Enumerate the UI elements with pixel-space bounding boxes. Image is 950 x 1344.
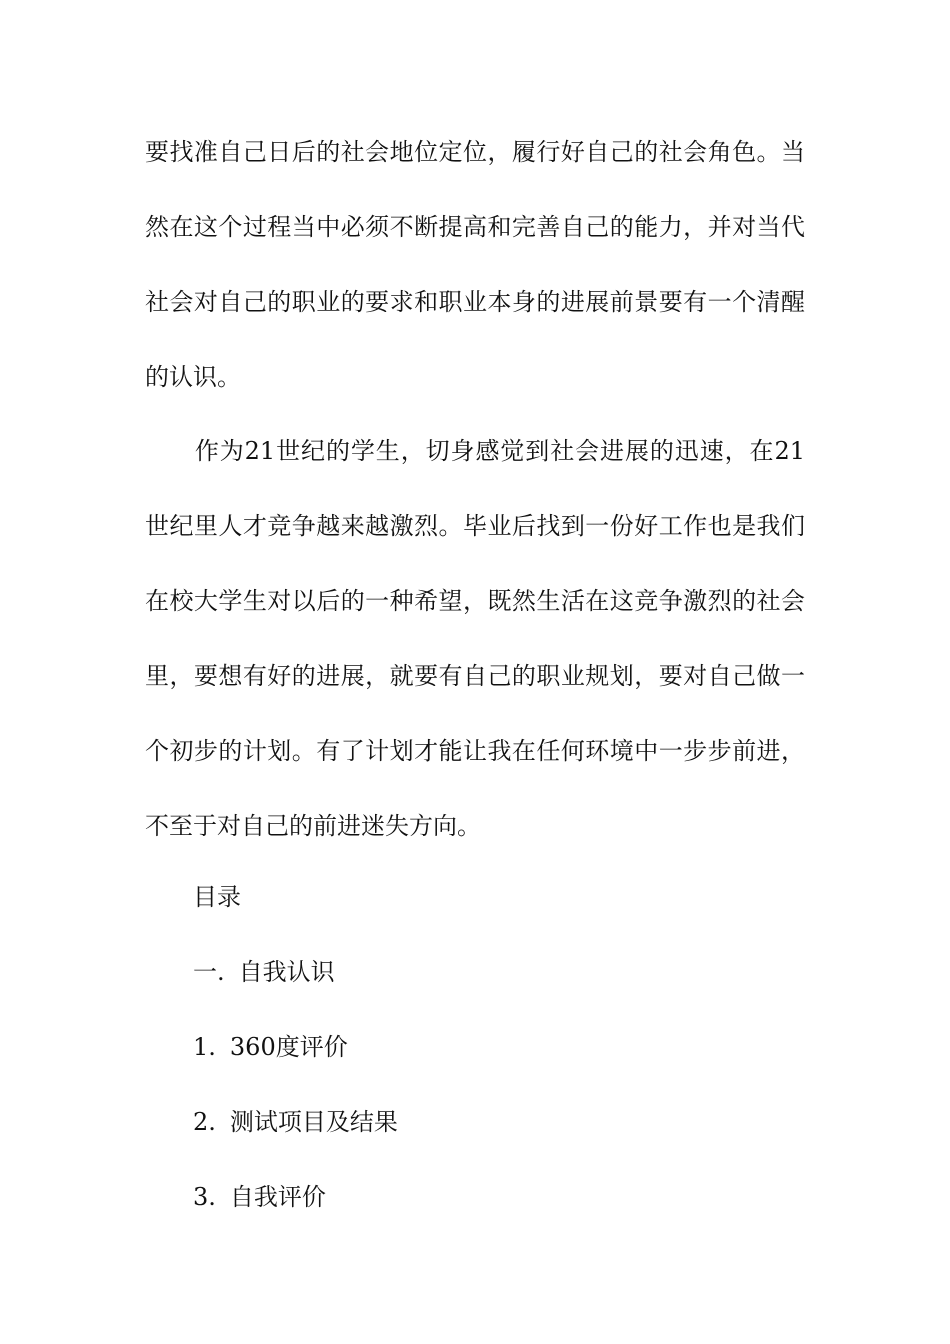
paragraph-line: 的认识。 <box>145 363 241 391</box>
table-of-contents <box>193 860 398 1235</box>
paragraph-line: 然在这个过程当中必须不断提高和完善自己的能力，并对当代 <box>145 213 805 241</box>
toc-item-number: 3. <box>193 1183 216 1211</box>
toc-item <box>193 935 398 1010</box>
toc-item <box>193 1160 398 1235</box>
toc-item-label: 自我评价 <box>229 1183 326 1211</box>
paragraph-line: 要找准自己日后的社会地位定位，履行好自己的社会角色。当 <box>145 138 805 166</box>
toc-item <box>193 1010 398 1085</box>
toc-item-label: 360度评价 <box>229 1033 348 1061</box>
paragraph-2 <box>145 414 805 864</box>
paragraph-line: 社会对自己的职业的要求和职业本身的进展前景要有一个清醒 <box>145 288 805 316</box>
paragraph-line: 个初步的计划。有了计划才能让我在任何环境中一步步前进， <box>145 737 805 765</box>
paragraph-line: 里，要想有好的进展，就要有自己的职业规划，要对自己做一 <box>145 662 805 690</box>
toc-title: 目录 <box>193 883 241 911</box>
paragraph-line: 作为21世纪的学生，切身感觉到社会进展的迅速，在21 <box>145 437 805 465</box>
paragraph-1 <box>145 115 805 415</box>
toc-item-label: 自我认识 <box>238 958 335 986</box>
toc-item-number: 2. <box>193 1108 216 1136</box>
toc-item-number: 1. <box>193 1033 216 1061</box>
toc-item <box>193 1085 398 1160</box>
toc-item-label: 测试项目及结果 <box>229 1108 398 1136</box>
paragraph-line: 世纪里人才竞争越来越激烈。毕业后找到一份好工作也是我们 <box>145 512 805 540</box>
paragraph-line: 在校大学生对以后的一种希望，既然生活在这竞争激烈的社会 <box>145 587 805 615</box>
toc-item-number: 一. <box>193 958 225 986</box>
paragraph-line: 不至于对自己的前进迷失方向。 <box>145 812 481 840</box>
